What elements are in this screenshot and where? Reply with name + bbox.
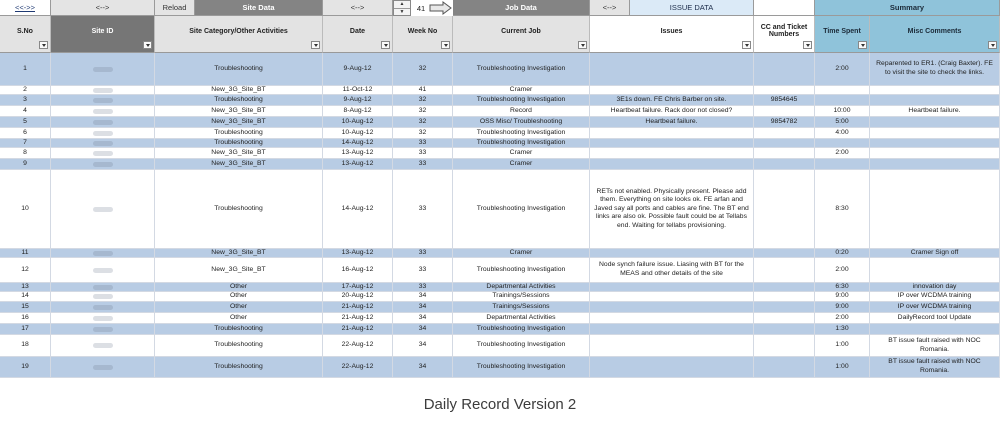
cell-misc[interactable] — [870, 95, 1000, 106]
cell-time[interactable]: 2:00 — [815, 53, 870, 86]
cell-sno[interactable]: 9 — [0, 159, 51, 170]
cell-week[interactable]: 33 — [393, 159, 453, 170]
cell-time[interactable]: 2:00 — [815, 258, 870, 283]
redacted-site-id — [93, 251, 113, 256]
col-week-no — [393, 16, 453, 53]
cell-cc[interactable]: 9854645 — [754, 95, 815, 106]
cell-week[interactable]: 34 — [393, 313, 453, 324]
cell-date[interactable]: 8-Aug-12 — [323, 106, 393, 117]
cell-week[interactable]: 33 — [393, 283, 453, 292]
cell-cc[interactable] — [754, 139, 815, 148]
site-data-header: Site Data — [195, 0, 323, 16]
cell-time[interactable] — [815, 95, 870, 106]
cell-week[interactable]: 33 — [393, 148, 453, 159]
cell-time[interactable]: 2:00 — [815, 148, 870, 159]
cell-issues[interactable] — [590, 335, 754, 357]
cell-job[interactable]: Troubleshooting Investigation — [453, 128, 590, 139]
job-data-header: Job Data — [453, 0, 590, 16]
cell-cc[interactable] — [754, 313, 815, 324]
cell-category[interactable]: Troubleshooting — [155, 335, 323, 357]
cell-job[interactable]: Departmental Activities — [453, 283, 590, 292]
table-row — [0, 313, 1000, 324]
cell-siteid[interactable] — [51, 357, 155, 378]
cell-siteid[interactable] — [51, 86, 155, 95]
cell-category[interactable]: Other — [155, 313, 323, 324]
cell-sno[interactable]: 10 — [0, 170, 51, 249]
cell-time[interactable]: 6:30 — [815, 283, 870, 292]
cell-date[interactable]: 21-Aug-12 — [323, 324, 393, 335]
cell-week[interactable]: 32 — [393, 128, 453, 139]
reload-button[interactable]: Reload — [155, 0, 195, 16]
cell-misc[interactable] — [870, 170, 1000, 249]
cell-issues[interactable] — [590, 148, 754, 159]
summary-header: Summary — [815, 0, 1000, 16]
cell-job[interactable]: Troubleshooting Investigation — [453, 324, 590, 335]
cell-issues[interactable]: 3E1s down. FE Chris Barber on site. — [590, 95, 754, 106]
cell-time[interactable]: 1:00 — [815, 335, 870, 357]
cell-sno[interactable]: 1 — [0, 53, 51, 86]
cell-sno[interactable]: 2 — [0, 86, 51, 95]
filter-dropdown-icon[interactable] — [578, 41, 587, 49]
redacted-site-id — [93, 88, 113, 93]
cell-misc[interactable] — [870, 324, 1000, 335]
caption: Daily Record Version 2 — [423, 396, 577, 413]
filter-dropdown-icon[interactable] — [441, 41, 450, 49]
cell-cc[interactable] — [754, 283, 815, 292]
cell-cc[interactable] — [754, 302, 815, 313]
cell-time[interactable]: 9:00 — [815, 292, 870, 302]
cell-job[interactable]: Cramer — [453, 148, 590, 159]
cell-sno[interactable]: 7 — [0, 139, 51, 148]
cell-cc[interactable] — [754, 159, 815, 170]
cell-sno[interactable]: 13 — [0, 283, 51, 292]
cell-issues[interactable] — [590, 324, 754, 335]
table-row — [0, 302, 1000, 313]
col-issues-label: Issues — [660, 27, 683, 35]
col-site-id — [51, 16, 155, 53]
cell-week[interactable]: 33 — [393, 258, 453, 283]
cell-cc[interactable] — [754, 324, 815, 335]
table-row — [0, 283, 1000, 292]
cell-category[interactable]: New_3G_Site_BT — [155, 106, 323, 117]
redacted-site-id — [93, 131, 113, 136]
cell-issues[interactable] — [590, 159, 754, 170]
cell-date[interactable]: 13-Aug-12 — [323, 159, 393, 170]
cell-issues[interactable] — [590, 302, 754, 313]
cell-date[interactable]: 21-Aug-12 — [323, 302, 393, 313]
cell-job[interactable]: Cramer — [453, 159, 590, 170]
cell-category[interactable]: New_3G_Site_BT — [155, 86, 323, 95]
col-category-label: Site Category/Other Activities — [189, 27, 288, 35]
table-row — [0, 335, 1000, 357]
redacted-site-id — [93, 141, 113, 146]
cell-siteid[interactable] — [51, 335, 155, 357]
table-row — [0, 357, 1000, 378]
cell-sno[interactable]: 11 — [0, 249, 51, 258]
table-row — [0, 139, 1000, 148]
filter-dropdown-icon[interactable] — [143, 41, 152, 49]
cell-misc[interactable]: BT issue fault raised with NOC Romania. — [870, 357, 1000, 378]
cell-week[interactable]: 32 — [393, 106, 453, 117]
cell-issues[interactable] — [590, 128, 754, 139]
cell-time[interactable]: 5:00 — [815, 117, 870, 128]
col-sno — [0, 16, 51, 53]
cell-sno[interactable]: 18 — [0, 335, 51, 357]
cell-issues[interactable] — [590, 139, 754, 148]
cell-cc[interactable]: 9854782 — [754, 117, 815, 128]
cell-date[interactable]: 10-Aug-12 — [323, 128, 393, 139]
cell-issues[interactable] — [590, 86, 754, 95]
cell-misc[interactable] — [870, 86, 1000, 95]
col-site-id-label: Site ID — [91, 27, 114, 35]
filter-dropdown-icon[interactable] — [988, 41, 997, 49]
filter-dropdown-icon[interactable] — [742, 41, 751, 49]
table-row — [0, 170, 1000, 249]
cell-category[interactable]: Other — [155, 283, 323, 292]
redacted-site-id — [93, 285, 113, 290]
redacted-site-id — [93, 316, 113, 321]
cell-cc[interactable] — [754, 128, 815, 139]
cell-time[interactable]: 0:20 — [815, 249, 870, 258]
col-time-spent — [815, 16, 870, 53]
cell-siteid[interactable] — [51, 159, 155, 170]
cell-category[interactable]: New_3G_Site_BT — [155, 249, 323, 258]
table-row — [0, 249, 1000, 258]
cell-misc[interactable]: DailyRecord tool Update — [870, 313, 1000, 324]
cell-sno[interactable]: 17 — [0, 324, 51, 335]
col-current-job-label: Current Job — [501, 27, 541, 35]
cell-misc[interactable] — [870, 139, 1000, 148]
col-current-job — [453, 16, 590, 53]
filter-dropdown-icon[interactable] — [39, 41, 48, 49]
cell-category[interactable]: Troubleshooting — [155, 128, 323, 139]
col-week-no-label: Week No — [407, 27, 438, 35]
spin-up-icon[interactable]: ▲ — [399, 1, 405, 7]
cell-issues[interactable] — [590, 53, 754, 86]
cell-week[interactable]: 34 — [393, 335, 453, 357]
cell-time[interactable] — [815, 86, 870, 95]
cell-week[interactable]: 32 — [393, 117, 453, 128]
cell-category[interactable]: New_3G_Site_BT — [155, 258, 323, 283]
cell-time[interactable]: 10:00 — [815, 106, 870, 117]
issue-nav-button[interactable]: <--> — [590, 0, 630, 16]
cell-misc[interactable]: IP over WCDMA training — [870, 292, 1000, 302]
cell-siteid[interactable] — [51, 139, 155, 148]
cell-date[interactable]: 16-Aug-12 — [323, 258, 393, 283]
job-nav-button[interactable]: <--> — [323, 0, 393, 16]
table-row — [0, 128, 1000, 139]
cell-week[interactable]: 34 — [393, 292, 453, 302]
redacted-site-id — [93, 268, 113, 273]
redacted-site-id — [93, 294, 113, 299]
table-row — [0, 86, 1000, 95]
cell-date[interactable]: 13-Aug-12 — [323, 148, 393, 159]
cell-date[interactable]: 14-Aug-12 — [323, 139, 393, 148]
cell-issues[interactable]: Heartbeat failure. Rack door not closed? — [590, 106, 754, 117]
cell-week[interactable]: 34 — [393, 302, 453, 313]
cell-issues[interactable] — [590, 283, 754, 292]
week-number-input[interactable]: 41 — [416, 3, 426, 13]
cell-issues[interactable]: Heartbeat failure. — [590, 117, 754, 128]
cell-category[interactable]: New_3G_Site_BT — [155, 148, 323, 159]
col-issues — [590, 16, 754, 53]
issue-data-header: ISSUE DATA — [630, 0, 754, 16]
cell-siteid[interactable] — [51, 170, 155, 249]
cell-job[interactable]: Trainings/Sessions — [453, 292, 590, 302]
cell-issues[interactable] — [590, 249, 754, 258]
cell-job[interactable]: OSS Misc/ Troubleshooting — [453, 117, 590, 128]
cell-cc[interactable] — [754, 258, 815, 283]
cell-job[interactable]: Troubleshooting Investigation — [453, 95, 590, 106]
cell-cc[interactable] — [754, 357, 815, 378]
redacted-site-id — [93, 67, 113, 72]
cell-cc[interactable] — [754, 249, 815, 258]
cell-siteid[interactable] — [51, 117, 155, 128]
redacted-site-id — [93, 365, 113, 370]
cell-misc[interactable] — [870, 159, 1000, 170]
redacted-site-id — [93, 343, 113, 348]
col-date — [323, 16, 393, 53]
cell-category[interactable]: Troubleshooting — [155, 170, 323, 249]
table-row — [0, 53, 1000, 86]
col-cc-ticket-label: CC and Ticket Numbers — [760, 24, 808, 38]
cell-job[interactable]: Troubleshooting Investigation — [453, 335, 590, 357]
cell-misc[interactable]: BT issue fault raised with NOC Romania. — [870, 335, 1000, 357]
cell-category[interactable]: Other — [155, 302, 323, 313]
cell-job[interactable]: Troubleshooting Investigation — [453, 53, 590, 86]
cell-job[interactable]: Troubleshooting Investigation — [453, 139, 590, 148]
cell-week[interactable]: 32 — [393, 95, 453, 106]
cell-category[interactable]: Troubleshooting — [155, 53, 323, 86]
col-misc — [870, 16, 1000, 53]
cell-week[interactable]: 34 — [393, 357, 453, 378]
cell-issues[interactable] — [590, 292, 754, 302]
cell-time[interactable]: 9:00 — [815, 302, 870, 313]
cell-misc[interactable]: IP over WCDMA training — [870, 302, 1000, 313]
filter-dropdown-icon[interactable] — [381, 41, 390, 49]
site-nav-button[interactable]: <--> — [51, 0, 155, 16]
col-time-spent-label: Time Spent — [823, 27, 861, 35]
filter-dropdown-icon[interactable] — [858, 41, 867, 49]
cell-cc[interactable] — [754, 53, 815, 86]
cell-sno[interactable]: 19 — [0, 357, 51, 378]
cell-date[interactable]: 9-Aug-12 — [323, 95, 393, 106]
cell-date[interactable]: 17-Aug-12 — [323, 283, 393, 292]
cell-date[interactable]: 11-Oct-12 — [323, 86, 393, 95]
cell-week[interactable]: 41 — [393, 86, 453, 95]
cell-week[interactable]: 34 — [393, 324, 453, 335]
cell-siteid[interactable] — [51, 313, 155, 324]
table-row — [0, 258, 1000, 283]
cell-job[interactable]: Troubleshooting Investigation — [453, 170, 590, 249]
cell-date[interactable]: 20-Aug-12 — [323, 292, 393, 302]
cell-cc[interactable] — [754, 148, 815, 159]
cell-siteid[interactable] — [51, 128, 155, 139]
cell-time[interactable] — [815, 159, 870, 170]
cell-category[interactable]: New_3G_Site_BT — [155, 159, 323, 170]
cell-date[interactable]: 9-Aug-12 — [323, 53, 393, 86]
cell-cc[interactable] — [754, 335, 815, 357]
cell-siteid[interactable] — [51, 324, 155, 335]
cell-cc[interactable] — [754, 292, 815, 302]
cell-category[interactable]: Troubleshooting — [155, 357, 323, 378]
cell-cc[interactable] — [754, 106, 815, 117]
cell-sno[interactable]: 15 — [0, 302, 51, 313]
redacted-site-id — [93, 151, 113, 156]
redacted-site-id — [93, 305, 113, 310]
redacted-site-id — [93, 109, 113, 114]
spin-down-icon[interactable]: ▼ — [394, 8, 410, 15]
cell-siteid[interactable] — [51, 148, 155, 159]
cell-siteid[interactable] — [51, 283, 155, 292]
cell-category[interactable]: New_3G_Site_BT — [155, 117, 323, 128]
cell-siteid[interactable] — [51, 53, 155, 86]
cell-misc[interactable]: Reparented to ER1. (Craig Baxter). FE to visit the site to check the links. — [870, 53, 1000, 86]
cell-job[interactable]: Cramer — [453, 86, 590, 95]
cell-category[interactable]: Other — [155, 292, 323, 302]
table-row — [0, 292, 1000, 302]
cell-date[interactable]: 22-Aug-12 — [323, 335, 393, 357]
cell-date[interactable]: 21-Aug-12 — [323, 313, 393, 324]
cell-misc[interactable]: Heartbeat failure. — [870, 106, 1000, 117]
cell-date[interactable]: 13-Aug-12 — [323, 249, 393, 258]
cell-time[interactable]: 1:30 — [815, 324, 870, 335]
cell-category[interactable]: Troubleshooting — [155, 95, 323, 106]
cell-siteid[interactable] — [51, 302, 155, 313]
filter-dropdown-icon[interactable] — [803, 41, 812, 49]
cell-sno[interactable]: 4 — [0, 106, 51, 117]
cell-sno[interactable]: 14 — [0, 292, 51, 302]
cell-date[interactable]: 10-Aug-12 — [323, 117, 393, 128]
cell-sno[interactable]: 8 — [0, 148, 51, 159]
cell-time[interactable] — [815, 139, 870, 148]
week-spinner[interactable] — [393, 0, 411, 16]
nav-back-link[interactable]: <<->> — [0, 0, 51, 16]
cell-issues[interactable]: RETs not enabled. Physically present. Please add them. Everything on site looks ok. FE arfan and Javed say all ports and cables are fine. The BT end links are also ok. Possible fault could be at Tellabs end. Waiting for tellabs provisioning. — [590, 170, 754, 249]
cell-misc[interactable] — [870, 128, 1000, 139]
cell-issues[interactable] — [590, 313, 754, 324]
cell-issues[interactable] — [590, 357, 754, 378]
cell-job[interactable]: Departmental Activities — [453, 313, 590, 324]
filter-dropdown-icon[interactable] — [311, 41, 320, 49]
cell-siteid[interactable] — [51, 292, 155, 302]
cell-week[interactable]: 33 — [393, 139, 453, 148]
cell-job[interactable]: Troubleshooting Investigation — [453, 357, 590, 378]
cell-date[interactable]: 14-Aug-12 — [323, 170, 393, 249]
cell-misc[interactable]: innovation day — [870, 283, 1000, 292]
cell-siteid[interactable] — [51, 258, 155, 283]
cell-sno[interactable]: 16 — [0, 313, 51, 324]
cell-category[interactable]: Troubleshooting — [155, 324, 323, 335]
cell-misc[interactable] — [870, 258, 1000, 283]
redacted-site-id — [93, 207, 113, 212]
cell-job[interactable]: Cramer — [453, 249, 590, 258]
cell-issues[interactable]: Node synch failure issue. Liasing with BT for the MEAS and other details of the site — [590, 258, 754, 283]
col-category — [155, 16, 323, 53]
cell-job[interactable]: Trainings/Sessions — [453, 302, 590, 313]
table-row — [0, 95, 1000, 106]
cell-job[interactable]: Record — [453, 106, 590, 117]
go-arrow-icon[interactable] — [429, 1, 453, 15]
cell-time[interactable]: 8:30 — [815, 170, 870, 249]
blank-header-cell — [754, 0, 815, 16]
cell-siteid[interactable] — [51, 249, 155, 258]
cell-siteid[interactable] — [51, 95, 155, 106]
cell-cc[interactable] — [754, 170, 815, 249]
cell-time[interactable]: 4:00 — [815, 128, 870, 139]
table-row — [0, 148, 1000, 159]
redacted-site-id — [93, 162, 113, 167]
table-row — [0, 324, 1000, 335]
cell-misc[interactable]: Cramer Sign off — [870, 249, 1000, 258]
cell-time[interactable]: 2:00 — [815, 313, 870, 324]
col-date-label: Date — [349, 27, 366, 35]
cell-sno[interactable]: 12 — [0, 258, 51, 283]
redacted-site-id — [93, 327, 113, 332]
cell-date[interactable]: 22-Aug-12 — [323, 357, 393, 378]
cell-sno[interactable]: 3 — [0, 95, 51, 106]
redacted-site-id — [93, 120, 113, 125]
table-row — [0, 117, 1000, 128]
cell-category[interactable]: Troubleshooting — [155, 139, 323, 148]
table-row — [0, 159, 1000, 170]
cell-sno[interactable]: 5 — [0, 117, 51, 128]
table-row — [0, 106, 1000, 117]
col-misc-label: Misc Comments — [907, 27, 962, 35]
cell-sno[interactable]: 6 — [0, 128, 51, 139]
cell-misc[interactable] — [870, 148, 1000, 159]
cell-job[interactable]: Troubleshooting Investigation — [453, 258, 590, 283]
cell-siteid[interactable] — [51, 106, 155, 117]
cell-cc[interactable] — [754, 86, 815, 95]
col-cc-ticket — [754, 16, 815, 53]
cell-week[interactable]: 32 — [393, 53, 453, 86]
cell-misc[interactable] — [870, 117, 1000, 128]
cell-time[interactable]: 1:00 — [815, 357, 870, 378]
cell-week[interactable]: 33 — [393, 249, 453, 258]
col-sno-label: S.No — [17, 27, 33, 35]
redacted-site-id — [93, 98, 113, 103]
cell-week[interactable]: 33 — [393, 170, 453, 249]
